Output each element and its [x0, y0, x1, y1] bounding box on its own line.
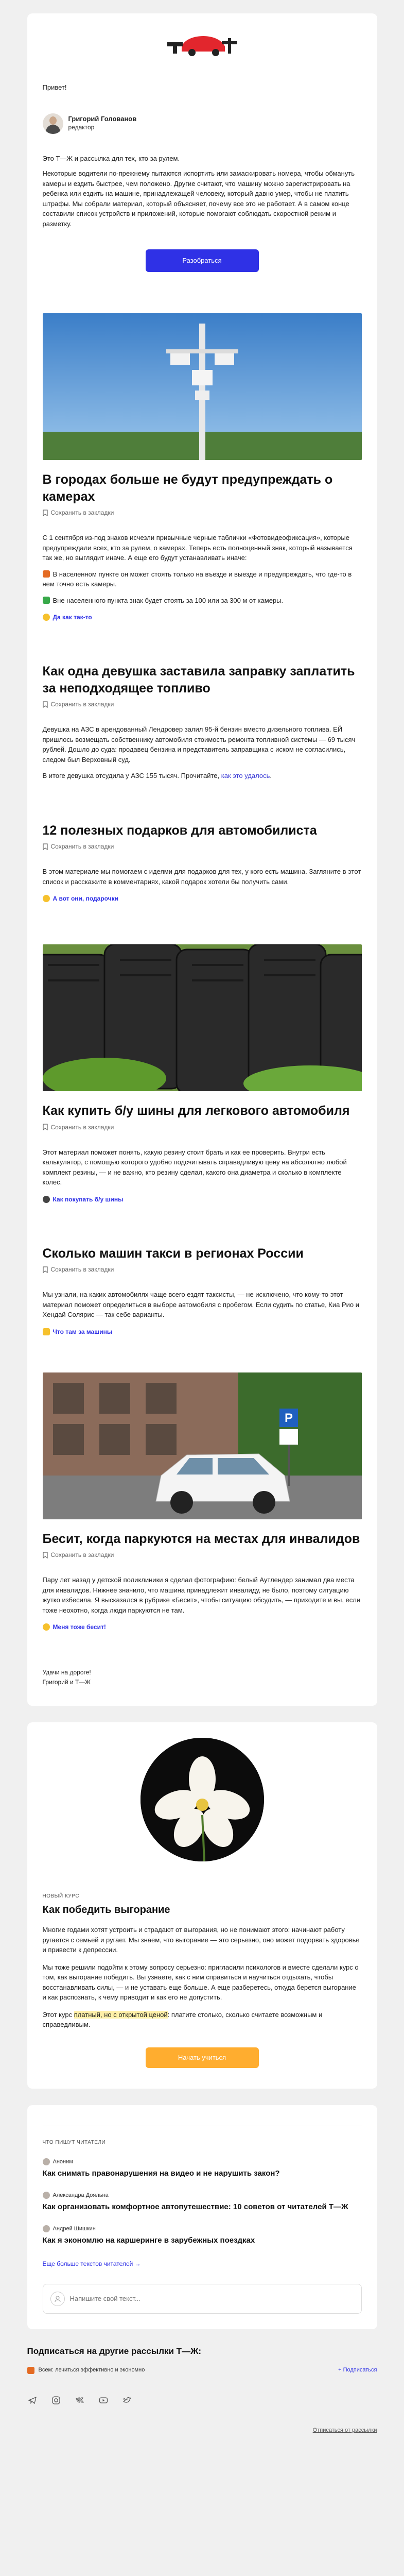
- article-cta-link[interactable]: [43, 1622, 362, 1632]
- bookmark-button[interactable]: [43, 700, 362, 709]
- angry-face-icon: [43, 1623, 50, 1631]
- bookmark-button[interactable]: [43, 508, 362, 517]
- understand-button[interactable]: Разобраться: [146, 249, 259, 272]
- article-paragraph: В итоге девушка отсудила у АЗС 155 тысяч. Прочитайте, как это удалось.: [42, 772, 272, 779]
- article-cameras: [43, 313, 362, 622]
- reader-post-title[interactable]: Как организовать комфортное автопутешествие: 10 советов от читателей Т—Ж: [42, 2202, 348, 2212]
- write-text-input[interactable]: [70, 2295, 354, 2302]
- svg-text:P: P: [284, 1411, 293, 1425]
- pointing-hand-icon: [43, 895, 50, 902]
- cta-label: Как покупать б/у шины: [52, 1195, 124, 1203]
- cta-label: Что там за машины: [52, 1328, 113, 1335]
- article-paragraph: Мы узнали, на каких автомобилях чаще всего ездят таксисты, — не исключено, что кому-то этот материал поможет определиться в выборе автомобиля с пробегом. Если судить по статье, Киа Рио и Хендай Солярис — так себе варианты.: [42, 1291, 360, 1318]
- intro-paragraph: Это Т—Ж и рассылка для тех, кто за рулем.: [42, 154, 180, 162]
- article-paragraph: С 1 сентября из-под знаков исчезли привычные черные таблички «Фотовидеофиксация», которые предупреждали всех, кто за рулем, о камерах. Теперь есть полноценный знак, который называется так же, но выглядит иначе. А еще его будут устанавливать иначе:: [42, 534, 353, 562]
- reader-name: Александра Дояльна: [52, 2192, 109, 2198]
- bookmark-button[interactable]: [43, 1550, 362, 1560]
- section-title: ЧТО ПИШУТ ЧИТАТЕЛИ: [43, 2126, 362, 2146]
- tire-icon: [43, 1196, 50, 1203]
- write-text-field[interactable]: [43, 2284, 362, 2314]
- avatar: [43, 2225, 50, 2232]
- sign-off: [43, 1668, 362, 1687]
- article-paragraph: Этот материал поможет понять, какую резину стоит брать и как ее проверить. Внутри есть калькулятор, с помощью которого удобно подсчитывать справедливую цену на абсолютно любой комплект резины, — и не важно, кто резину сделал, какого она диаметра и сколько в комплекте колес.: [42, 1148, 347, 1186]
- bookmark-button[interactable]: [43, 1265, 362, 1274]
- reader-post-title[interactable]: Как снимать правонарушения на видео и не нарушить закон?: [42, 2169, 280, 2178]
- article-paragraph: Девушка на АЗС в арендованный Лендровер залил 95-й бензин вместо дизельного топлива. ЕЙ пришлось возмещать собственнику автомобиля стоимость ремонта топливной системы — 69 тысяч рублей. Дошло до суда: продавец бензина и представитель заправщика с иском не согласились, следом был Верховный суд.: [42, 725, 356, 764]
- sign-off-line: Удачи на дороге!: [42, 1669, 91, 1676]
- twitter-icon[interactable]: [122, 2395, 132, 2405]
- bookmark-label: Сохранить в закладки: [50, 1123, 114, 1131]
- article-gifts: [43, 822, 362, 904]
- sign-off-line: Григорий и Т—Ж: [42, 1679, 91, 1686]
- logo[interactable]: [43, 13, 362, 75]
- intro-text: [43, 154, 362, 229]
- article-taxi: [43, 1245, 362, 1336]
- bookmark-label: Сохранить в закладки: [50, 1266, 114, 1273]
- city-icon: [43, 570, 50, 578]
- article-image-cameras[interactable]: [43, 313, 362, 460]
- cta-label: Меня тоже бесит!: [52, 1623, 106, 1631]
- surprised-face-icon: [43, 614, 50, 621]
- bookmark-button[interactable]: [43, 1123, 362, 1132]
- reader-post[interactable]: [43, 2225, 362, 2247]
- avatar: [43, 2158, 50, 2165]
- course-paragraph: Многие годами хотят устроить и страдают от выгорания, но не понимают этого: начинают работу ругается с семьей и ругает. Мы знаем, что выгорание — это серьезно, оно может подорвать здоровье и привести к депрессии.: [42, 1926, 360, 1954]
- bookmark-label: Сохранить в закладки: [50, 701, 114, 708]
- subscription-row: [27, 2366, 377, 2375]
- article-title[interactable]: 12 полезных подарков для автомобилиста: [42, 823, 317, 838]
- cta-label: Да как так-то: [52, 614, 92, 621]
- readers-card: [27, 2105, 377, 2329]
- course-tag: НОВЫЙ КУРС: [42, 1893, 80, 1900]
- bookmark-icon: [43, 843, 48, 850]
- bookmark-icon: [43, 1266, 48, 1273]
- article-image-parking[interactable]: [43, 1372, 362, 1519]
- tj-logo-icon: [166, 29, 238, 60]
- article-cta-link[interactable]: [43, 1195, 362, 1204]
- article-image-tires[interactable]: [43, 944, 362, 1091]
- paragraph-text: Этот курс: [42, 2010, 74, 2019]
- bookmark-icon: [43, 1552, 48, 1558]
- article-cta-link[interactable]: [43, 613, 362, 622]
- bookmark-label: Сохранить в закладки: [50, 843, 114, 850]
- article-cta-link[interactable]: [43, 894, 362, 903]
- article-fuel: [43, 663, 362, 781]
- article-cta-link[interactable]: [43, 1327, 362, 1336]
- course-image: [140, 1738, 264, 1861]
- youtube-icon[interactable]: [98, 2395, 109, 2405]
- article-paragraph: Пару лет назад у детской поликлиники я сделал фотографию: белый Аутлендер занимал два места для инвалидов. Нижнее значило, что машина принадлежит инвалиду, не было, поэтому ситуацию жутко избесила. Я высказался в рубрике «Бесит», чтобы ситуацию обсудить, — приходите и вы, если тоже неохотно, когда люди паркуются не там.: [42, 1576, 361, 1614]
- author-name: Григорий Голованов: [68, 115, 137, 123]
- article-parking: [43, 1372, 362, 1632]
- bookmark-icon: [43, 510, 48, 516]
- road-icon: [43, 597, 50, 604]
- paragraph-text: : платите столько, сколько считаете возможным и справедливым.: [42, 2010, 323, 2029]
- avatar: [43, 2192, 50, 2199]
- bookmark-icon: [43, 701, 48, 708]
- reader-name: Андрей Шишкин: [52, 2225, 96, 2232]
- bookmark-label: Сохранить в закладки: [50, 1551, 114, 1558]
- article-title[interactable]: Как одна девушка заставила заправку заплатить за неподходящее топливо: [42, 664, 355, 696]
- article-paragraph: В этом материале мы помогаем с идеями для подарков для тех, у кого есть машина. Загляните в этот список и расскажите в комментариях, какой подарок хотели бы получить сами.: [42, 868, 361, 886]
- author-role: редактор: [68, 124, 95, 131]
- article-paragraph: В населенном пункте он может стоять только на въезде и выезде и предупреждать, что где-то в нем точно есть камеры.: [42, 570, 352, 588]
- cta-label: А вот они, подарочки: [52, 895, 119, 902]
- start-learning-button[interactable]: Начать учиться: [146, 2047, 259, 2068]
- footer: [27, 2329, 377, 2435]
- reader-post[interactable]: [43, 2158, 362, 2180]
- taxi-icon: [43, 1328, 50, 1335]
- reader-name: Аноним: [52, 2158, 73, 2165]
- subscription-label: Всем: лечиться эффективно и экономно: [38, 2367, 145, 2374]
- course-card: [27, 1722, 377, 2089]
- course-paragraph: Мы тоже решили подойти к этому вопросу серьезно: пригласили психологов и вместе сделали курс о том, как выгорание победить. Вы узнаете, как с ним справиться и научиться отдыхать, чтобы восстанавливать силы, — и не уставать еще больше. А еще разберетесь, откуда берется выгорание и как распознать, к чему приводит и как его не допустить.: [42, 1963, 359, 2002]
- instagram-icon[interactable]: [51, 2395, 61, 2405]
- course-paragraph: [43, 2010, 362, 2030]
- article-tires: [43, 944, 362, 1204]
- telegram-icon[interactable]: [27, 2395, 38, 2405]
- author-block: [43, 113, 362, 134]
- paragraph-text: В итоге девушка отсудила у АЗС 155 тысяч. Прочитайте,: [42, 772, 221, 779]
- article-title[interactable]: В городах больше не будут предупреждать о камерах: [42, 472, 333, 504]
- vk-icon[interactable]: [75, 2395, 85, 2405]
- article-title[interactable]: Сколько машин такси в регионах России: [42, 1246, 304, 1261]
- inline-link[interactable]: как это удалось: [221, 772, 270, 779]
- article-paragraph: Вне населенного пункта знак будет стоять за 100 или за 300 м от камеры.: [52, 596, 284, 604]
- bookmark-icon: [43, 1124, 48, 1130]
- reader-post-title[interactable]: Как я экономлю на каршеринге в зарубежных поездках: [42, 2236, 255, 2245]
- article-title[interactable]: Как купить б/у шины для легкового автомобиля: [42, 1104, 350, 1118]
- course-title[interactable]: Как победить выгорание: [42, 1904, 170, 1916]
- unsubscribe-link[interactable]: Отписаться от рассылки: [312, 2427, 377, 2433]
- user-icon: [50, 2292, 65, 2306]
- reader-post[interactable]: [43, 2191, 362, 2213]
- avatar: [43, 113, 63, 134]
- bookmark-button[interactable]: [43, 842, 362, 851]
- intro-paragraph: Некоторые водители по-прежнему пытаются испортить или замаскировать номера, чтобы обмануть камеры и ездить быстрее, чем положено. Другие считают, что машину можно зарегистрировать на ребенка или ездить на машине, принадлежащей человеку, который давно умер, чтобы не платить штрафы. Мы собрали материал, который объясняет, почему все это не работает. А в самом конце составили список устройств и приложений, которые помогают соблюдать скоростной режим и разметку.: [42, 170, 355, 228]
- greeting: Привет!: [42, 83, 67, 91]
- newsletter-card: [27, 13, 377, 1706]
- subscribe-link[interactable]: + Подписаться: [338, 2367, 377, 2374]
- footer-title: Подписаться на другие рассылки Т—Ж:: [27, 2346, 202, 2356]
- highlight-text: платный, но с открытой ценой: [74, 2010, 168, 2019]
- article-title[interactable]: Бесит, когда паркуются на местах для инвалидов: [42, 1531, 360, 1546]
- newsletter-icon: [27, 2367, 34, 2374]
- more-reader-texts-link[interactable]: Еще больше текстов читателей →: [42, 2260, 141, 2267]
- social-links: [27, 2395, 377, 2405]
- bookmark-label: Сохранить в закладки: [50, 509, 114, 516]
